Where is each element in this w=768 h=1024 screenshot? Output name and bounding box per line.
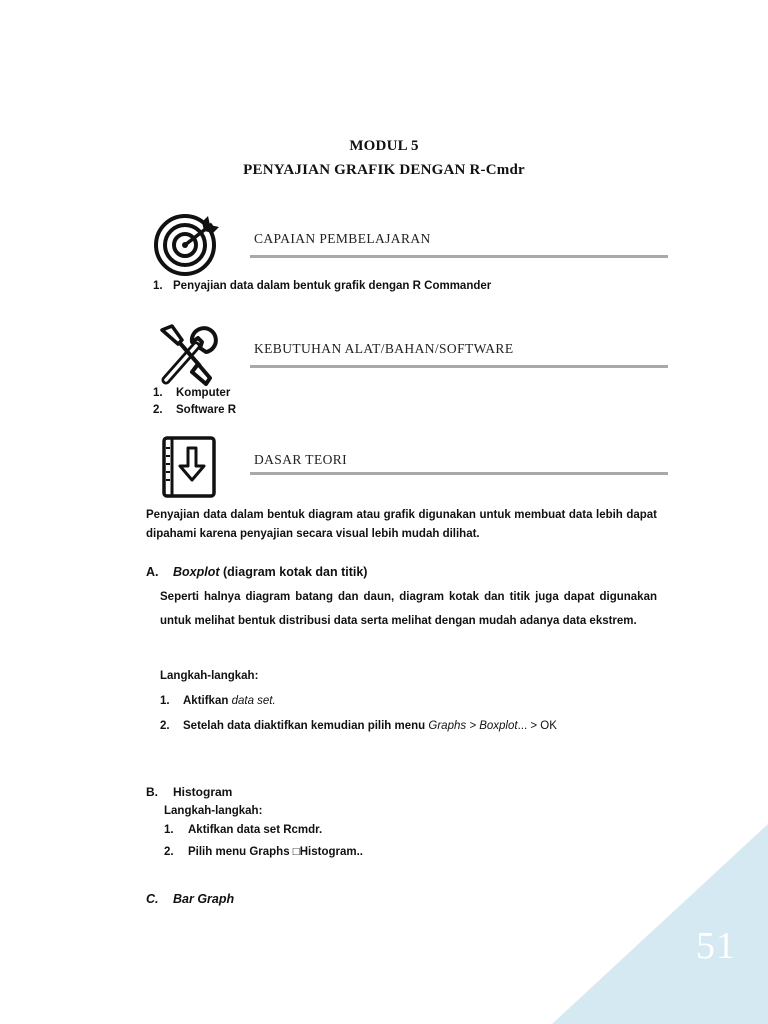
section-heading-dasar-teori: DASAR TEORI xyxy=(254,452,348,467)
page-number: 51 xyxy=(696,925,736,967)
subsection-heading-bar-graph: C. Bar Graph xyxy=(146,892,235,906)
book-download-icon xyxy=(152,434,222,500)
subsection-heading-boxplot: A. Boxplot (diagram kotak dan titik) xyxy=(146,565,368,579)
section-heading-capaian: CAPAIAN PEMBELAJARAN xyxy=(254,231,431,246)
section-divider xyxy=(250,255,668,258)
page-title: PENYAJIAN GRAFIK DENGAN R-Cmdr xyxy=(243,162,525,178)
steps-label: Langkah-langkah: xyxy=(164,805,263,817)
list-item: 2. Software R xyxy=(153,404,237,416)
steps-label: Langkah-langkah: xyxy=(160,670,259,682)
list-item: 2. Pilih menu Graphs □Histogram.. xyxy=(164,846,364,858)
section-divider xyxy=(250,365,668,368)
list-item: 1. Aktifkan data set Rcmdr. xyxy=(164,824,323,836)
section-heading-kebutuhan: KEBUTUHAN ALAT/BAHAN/SOFTWARE xyxy=(254,341,514,356)
list-item: 1. Aktifkan data set. xyxy=(160,695,276,707)
intro-paragraph: Penyajian data dalam bentuk diagram atau grafik digunakan untuk membuat data lebih dapat dipahami karena penyajian secara visual lebih mudah dilihat. xyxy=(146,509,657,540)
list-item: 1. Komputer xyxy=(153,387,231,399)
list-item: 1. Penyajian data dalam bentuk grafik dengan R Commander xyxy=(153,280,492,292)
subsection-heading-histogram: B. Histogram xyxy=(146,785,233,799)
tools-icon xyxy=(152,322,222,388)
module-number: MODUL 5 xyxy=(349,138,419,154)
boxplot-description: Seperti halnya diagram batang dan daun, diagram kotak dan titik juga dapat digunakan untuk melihat bentuk distribusi data serta melihat dengan mudah adanya data ekstrem. xyxy=(160,591,657,627)
list-item: 2. Setelah data diaktifkan kemudian pilih menu Graphs > Boxplot... > OK xyxy=(160,720,557,732)
section-divider xyxy=(250,472,668,475)
target-icon xyxy=(152,212,222,278)
